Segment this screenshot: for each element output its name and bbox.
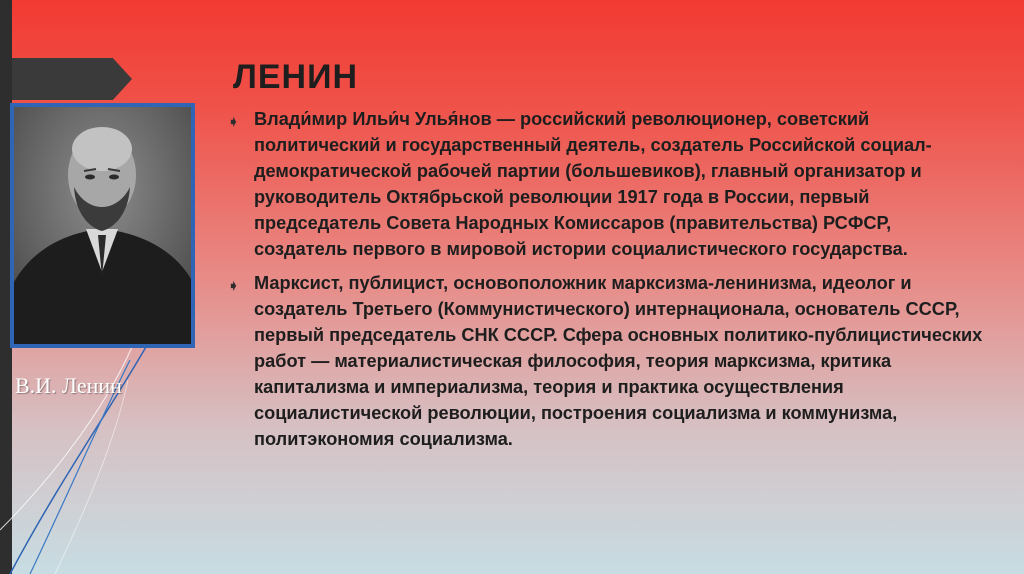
arrow-bullet-icon: ➧ bbox=[228, 278, 239, 293]
bullet-text: Марксист, публицист, основоположник марксизма-ленинизма, идеолог и создатель Третьего (Коммунистического) интернационала, основатель СССР, первый председатель СНК СССР. Сфера основных политико-публицистических работ — материалистическая философия, теория марксизма, критика капитализма и империализма, теория и практика осуществления социалистической революции, построения социализма и коммунизма, политэкономия социализма. bbox=[254, 273, 983, 449]
portrait-frame bbox=[10, 103, 195, 348]
slide-title: ЛЕНИН bbox=[233, 58, 359, 96]
portrait-photo bbox=[14, 107, 191, 344]
bullet-item bbox=[228, 270, 988, 452]
photo-caption: В.И. Ленин bbox=[15, 373, 122, 398]
bullet-item bbox=[228, 106, 988, 262]
bullet-text: Влади́мир Ильи́ч Улья́нов — российский революционер, советский политический и государственный деятель, создатель Российской социал-демократической рабочей партии (большевиков), главный организатор и руководитель Октябрьской революции 1917 года в России, первый председатель Совета Народных Комиссаров (правительства) РСФСР, создатель первого в мировой истории социалистического государства. bbox=[254, 109, 932, 259]
title-arrow-shape bbox=[12, 58, 132, 100]
bullet-list bbox=[228, 106, 988, 452]
arrow-bullet-icon: ➧ bbox=[228, 114, 239, 129]
